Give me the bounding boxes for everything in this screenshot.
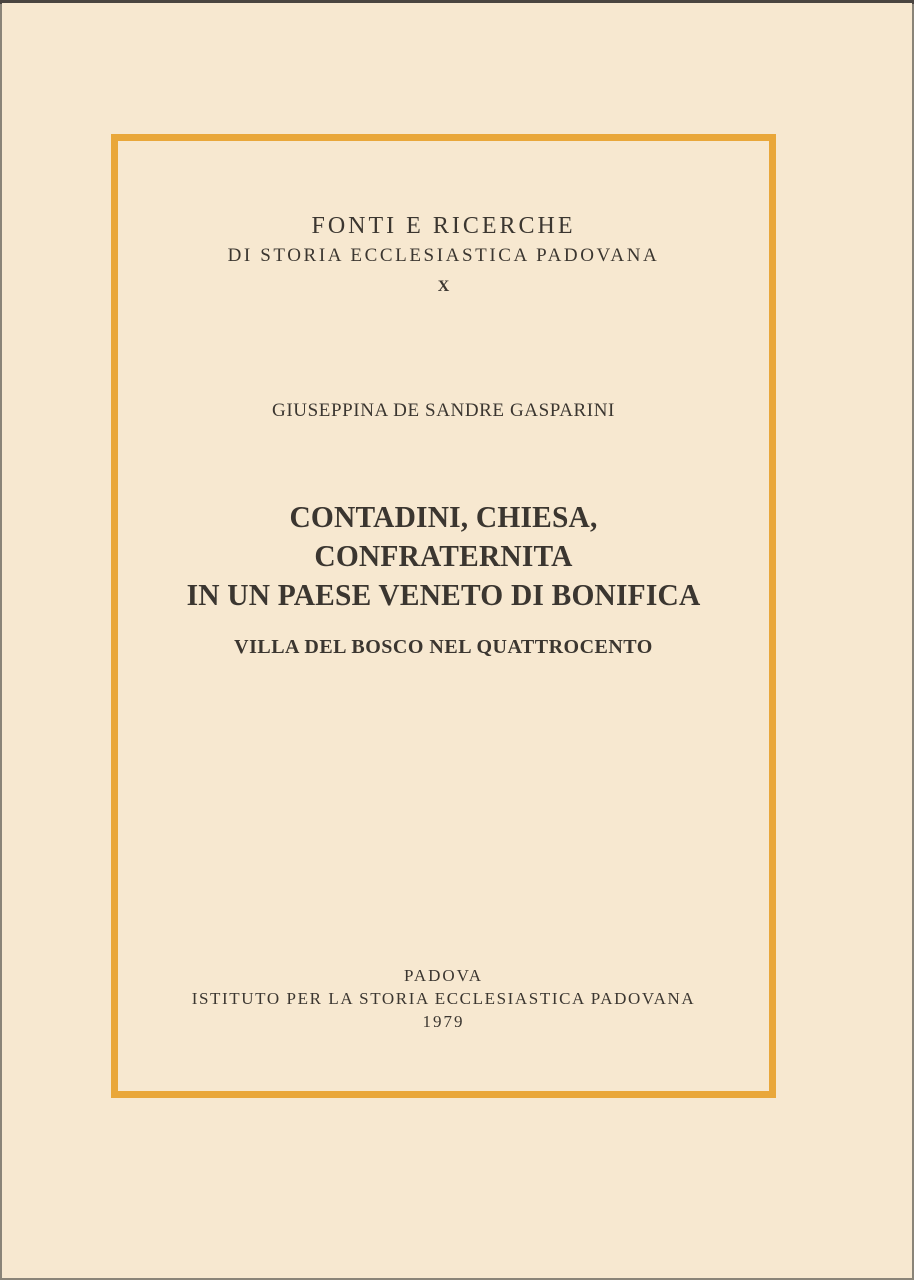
imprint-publisher: ISTITUTO PER LA STORIA ECCLESIASTICA PADOVANA: [191, 989, 696, 1008]
series-volume-number: X: [437, 278, 450, 295]
book-title-line-3: IN UN PAESE VENETO DI BONIFICA: [186, 577, 701, 612]
imprint-place: PADOVA: [403, 966, 484, 985]
cover-frame: [111, 134, 776, 1098]
book-title-line-2: CONFRATERNITA: [314, 538, 573, 573]
book-title-line-1: CONTADINI, CHIESA,: [289, 499, 598, 534]
book-cover: [2, 3, 912, 1278]
series-subtitle: DI STORIA ECCLESIASTICA PADOVANA: [227, 245, 660, 266]
series-title: FONTI E RICERCHE: [311, 213, 576, 239]
book-subtitle: VILLA DEL BOSCO NEL QUATTROCENTO: [234, 636, 653, 658]
imprint-year: 1979: [422, 1012, 465, 1031]
author-name: GIUSEPPINA DE SANDRE GASPARINI: [272, 400, 615, 421]
